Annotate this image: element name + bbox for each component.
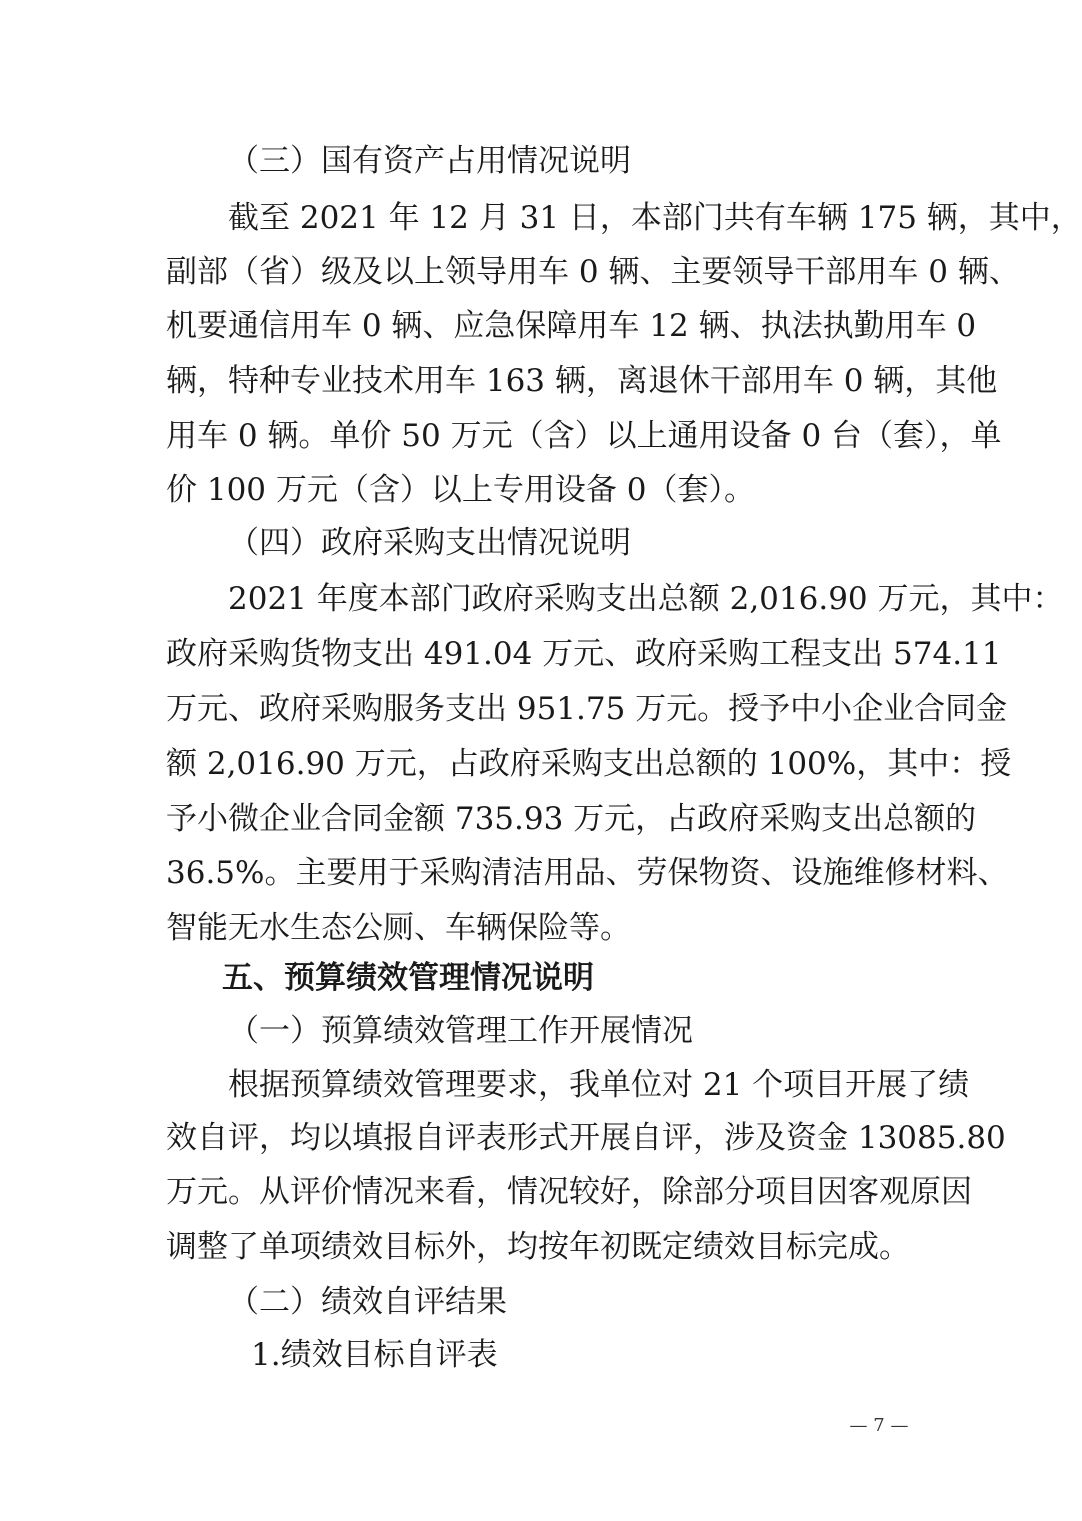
section-3-line-1: 截至 2021 年 12 月 31 日，本部门共有车辆 175 辆，其中， bbox=[228, 200, 1082, 236]
section-3-line-6: 价 100 万元（含）以上专用设备 0（套）。 bbox=[166, 472, 755, 508]
section-3-line-3: 机要通信用车 0 辆、应急保障用车 12 辆、执法执勤用车 0 bbox=[166, 308, 977, 344]
section-3-line-5: 用车 0 辆。单价 50 万元（含）以上通用设备 0 台（套），单 bbox=[166, 418, 1002, 454]
subsection-1-line-1: 根据预算绩效管理要求，我单位对 21 个项目开展了绩 bbox=[228, 1067, 970, 1103]
subsection-2-heading: （二）绩效自评结果 bbox=[228, 1284, 507, 1320]
subsection-1-line-2: 效自评，均以填报自评表形式开展自评，涉及资金 13085.80 bbox=[166, 1120, 1006, 1156]
item-1-heading: 1.绩效目标自评表 bbox=[251, 1337, 498, 1373]
subsection-1-line-3: 万元。从评价情况来看，情况较好，除部分项目因客观原因 bbox=[166, 1174, 972, 1210]
section-3-heading: （三）国有资产占用情况说明 bbox=[228, 143, 631, 179]
section-4-line-1: 2021 年度本部门政府采购支出总额 2,016.90 万元，其中： bbox=[228, 581, 1064, 617]
section-4-line-4: 额 2,016.90 万元，占政府采购支出总额的 100%，其中：授 bbox=[166, 746, 1012, 782]
section-4-line-6: 36.5%。主要用于采购清洁用品、劳保物资、设施维修材料、 bbox=[166, 855, 1009, 891]
page-number: — 7 — bbox=[849, 1415, 909, 1436]
subsection-1-heading: （一）预算绩效管理工作开展情况 bbox=[228, 1013, 693, 1049]
section-3-line-2: 副部（省）级及以上领导用车 0 辆、主要领导干部用车 0 辆、 bbox=[166, 254, 1020, 290]
section-4-line-3: 万元、政府采购服务支出 951.75 万元。授予中小企业合同金 bbox=[166, 691, 1008, 727]
chapter-5-heading: 五、预算绩效管理情况说明 bbox=[222, 960, 594, 996]
section-4-line-5: 予小微企业合同金额 735.93 万元，占政府采购支出总额的 bbox=[166, 801, 977, 837]
section-3-line-4: 辆，特种专业技术用车 163 辆，离退休干部用车 0 辆，其他 bbox=[166, 363, 998, 399]
section-4-line-2: 政府采购货物支出 491.04 万元、政府采购工程支出 574.11 bbox=[166, 636, 1002, 672]
subsection-1-line-4: 调整了单项绩效目标外，均按年初既定绩效目标完成。 bbox=[166, 1229, 910, 1265]
section-4-heading: （四）政府采购支出情况说明 bbox=[228, 525, 631, 561]
section-4-line-7: 智能无水生态公厕、车辆保险等。 bbox=[166, 910, 631, 946]
